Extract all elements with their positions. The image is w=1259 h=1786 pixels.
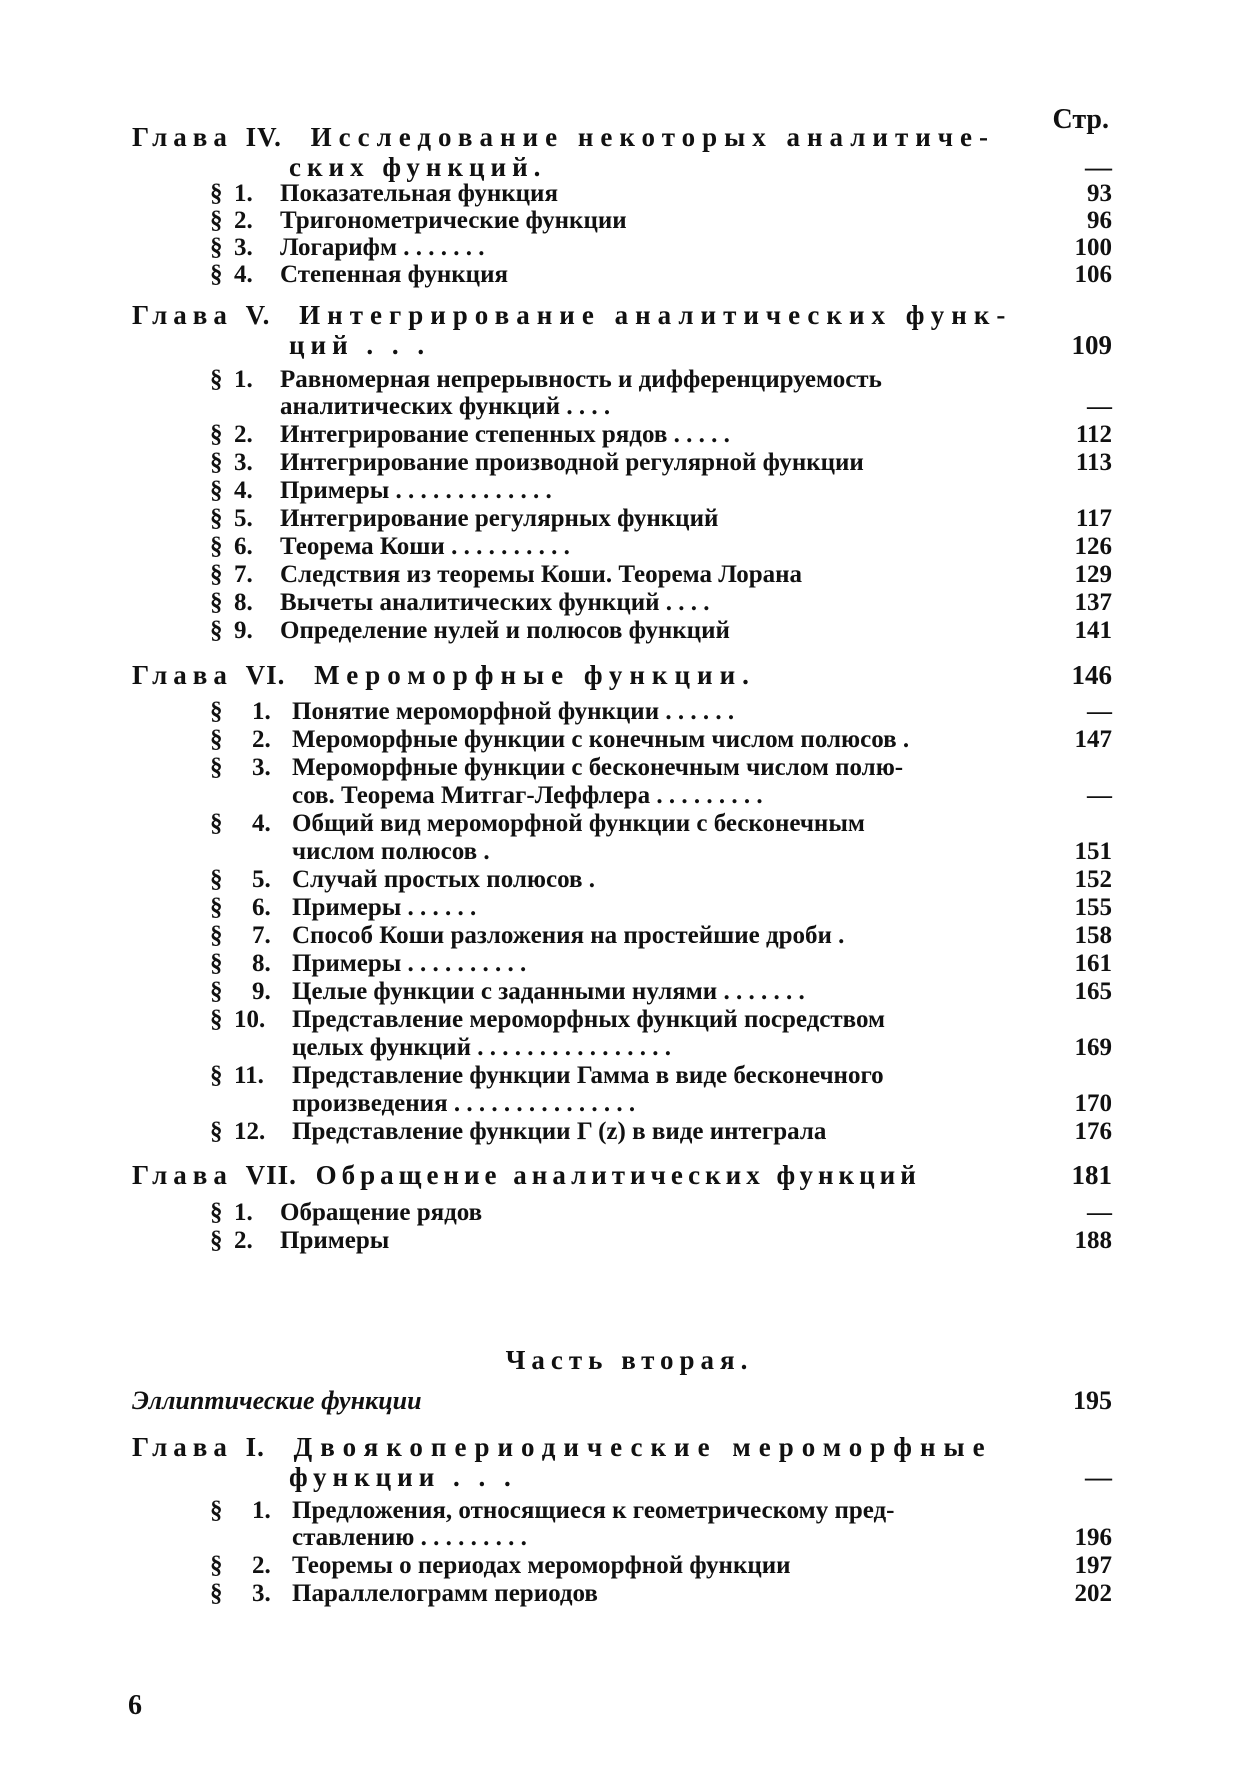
section-page: 106 — [1074, 261, 1112, 288]
section-page: 126 — [1074, 533, 1112, 560]
section-page: 96 — [1087, 207, 1112, 234]
section-page: 152 — [1074, 866, 1112, 893]
chapter-label: Глава — [132, 122, 233, 152]
chapter-title: Интегрирование аналитических функ- — [299, 300, 1013, 330]
section-page: 93 — [1087, 180, 1112, 207]
section-number: 2. — [252, 1552, 271, 1579]
section-number: 4. — [234, 261, 253, 288]
section-number: 9. — [252, 978, 271, 1005]
section-title: Следствия из теоремы Коши. Теорема Лорана — [280, 561, 803, 588]
section-title: Представление мероморфных функций посредством — [292, 1006, 886, 1033]
section-page: 158 — [1074, 922, 1112, 949]
section-page: 155 — [1074, 894, 1112, 921]
section-page: 117 — [1075, 505, 1112, 532]
section-title-cont: целых функций . . . . . . . . . . . . . . . . — [292, 1034, 671, 1061]
section-title: Интегрирование регулярных функций — [280, 505, 719, 532]
chapter-page: 181 — [1071, 1160, 1112, 1190]
section-number: 3. — [252, 754, 271, 781]
section-title-cont: ставлению . . . . . . . . . — [292, 1524, 527, 1551]
chapter-label: Глава — [132, 660, 233, 690]
section-title: Определение нулей и полюсов функций — [280, 617, 730, 644]
section-title: Логарифм . . . . . . . — [280, 234, 485, 261]
chapter-label: Глава — [132, 300, 233, 330]
chapter-title: Обращение аналитических функций — [315, 1160, 921, 1190]
toc-page: Стр. Глава IV. Исследование некоторых аналитиче- ских функций. — § 1. Показательная функция 93 § 2. Тригонометрические функции 96 § 3. Логарифм . . . . . . . 100 § 4. Степенная функция 106 Глава V. Интегрирование аналитических функ- ций . . . 109 § 1. Равномерная непрерывность и дифференцируемость аналитических функций . . . . — § 2. Интегрирование степенных рядов . . . . . 112 § 3. Интегрирование производной регулярной функции 113 § 4. Примеры . . . . . . . . . . . . . § 5. Интегрирование регулярных функций 117 § 6. Теорема Коши . . . . . . . . . . 126 § 7. Следствия из теоремы Коши. Теорема Лорана 129 § 8. Вычеты аналитических функций . . . . 137 § 9. Определение нулей и полюсов функций 141 Глава VI. Мероморфные функции. 146 § 1. Понятие мероморфной функции . . . . . . — § 2. Мероморфные функции с конечным числом полюсов . 147 § 3. Мероморфные функции с бесконечным числом полю- сов. Теорема Митгаг-Леффлера . . . . . . . . . — § 4. Общий вид мероморфной функции с бесконечным числом полюсов . 151 § 5. Случай простых полюсов . 152 § 6. Примеры . . . . . . 155 § 7. Способ Коши разложения на простейшие дроби . 158 § 8. Примеры . . . . . . . . . . 161 § 9. Целые функции с заданными нулями . . . . . . . 165 § 10. Представление мероморфных функций посредством целых функций . . . . . . . . . . . . . . . . 169 § 11. Представление функции Гамма в виде бесконечного произведения . . . . . . . . . . . . . . . 170 § 12. Представление функции Γ (z) в виде интеграла 176 Глава VII. Обращение аналитических функций 181 § 1. Обращение рядов — § 2. Примеры 188 Часть вторая. Эллиптические функции 195 Глава I. Двоякопериодические мероморфные функции . . . — § 1. Предложения, относящиеся к геометрическому пред- ставлению . . . . . . . . . 196 § 2. Теоремы о периодах мероморфной функции 197 § 3. Параллелограмм периодов 202 6 — [0, 0, 1259, 1786]
section-number: 5. — [234, 505, 253, 532]
section-title: Понятие мероморфной функции . . . . . . — [292, 698, 735, 725]
chapter-number: IV. — [245, 122, 282, 152]
section-number: 1. — [252, 1497, 271, 1524]
chapter-page: — — [1085, 152, 1112, 182]
chapter-title: Мероморфные функции. — [314, 660, 756, 690]
part-title: Часть вторая. — [505, 1345, 754, 1375]
section-title: Тригонометрические функции — [280, 207, 627, 234]
section-number: 8. — [234, 589, 253, 616]
section-number: 3. — [234, 234, 253, 261]
section-page: — — [1087, 782, 1112, 809]
section-number: 7. — [252, 922, 271, 949]
section-title: Представление функции Гамма в виде бесконечного — [292, 1062, 884, 1089]
section-number: 1. — [234, 180, 253, 207]
chapter-title-cont: ций . . . — [289, 330, 431, 360]
section-title: Равномерная непрерывность и дифференцируемость — [280, 366, 882, 393]
section-number: 11. — [234, 1062, 264, 1089]
chapter-number: I. — [245, 1432, 265, 1462]
chapter-page: 146 — [1071, 660, 1112, 690]
section-title: Способ Коши разложения на простейшие дроби . — [292, 922, 845, 949]
section-number: 4. — [234, 477, 253, 504]
section-page: 129 — [1074, 561, 1112, 588]
section-title-cont: числом полюсов . — [292, 838, 490, 865]
chapter-number: VII. — [245, 1160, 297, 1190]
section-title: Теорема Коши . . . . . . . . . . — [280, 533, 570, 560]
section-page: — — [1087, 1199, 1112, 1226]
page-number: 6 — [128, 1690, 142, 1721]
chapter-page: 109 — [1071, 330, 1112, 360]
section-number: 9. — [234, 617, 253, 644]
section-title-cont: аналитических функций . . . . — [280, 393, 611, 420]
chapter-title: Исследование некоторых аналитиче- — [310, 122, 995, 152]
section-title: Примеры . . . . . . . . . . . . . — [280, 477, 552, 504]
section-number: 1. — [234, 366, 253, 393]
section-page: 165 — [1074, 978, 1112, 1005]
section-page: 169 — [1074, 1034, 1112, 1061]
section-page: 161 — [1074, 950, 1112, 977]
section-number: 10. — [234, 1006, 266, 1033]
section-number: 3. — [234, 449, 253, 476]
section-number: 2. — [234, 207, 253, 234]
section-title: Предложения, относящиеся к геометрическому пред- — [292, 1497, 895, 1524]
part-subtitle-page: 195 — [1073, 1386, 1112, 1415]
page-column-header: Стр. — [1052, 104, 1109, 135]
section-number: 8. — [252, 950, 271, 977]
chapter-title: Двоякопериодические мероморфные — [293, 1432, 993, 1462]
section-title: Примеры — [280, 1227, 390, 1254]
section-page: 137 — [1074, 589, 1112, 616]
part-subtitle — [132, 1386, 1112, 1416]
section-page: 141 — [1074, 617, 1112, 644]
section-title: Показательная функция — [280, 180, 558, 207]
chapter-number: VI. — [245, 660, 286, 690]
section-title-cont: произведения . . . . . . . . . . . . . . . — [292, 1090, 636, 1117]
section-number: 2. — [234, 1227, 253, 1254]
section-title: Интегрирование степенных рядов . . . . . — [280, 421, 730, 448]
section-number: 4. — [252, 810, 271, 837]
section-title: Обращение рядов — [280, 1199, 483, 1226]
section-title-cont: сов. Теорема Митгаг-Леффлера . . . . . . . . . — [292, 782, 763, 809]
section-page: 176 — [1074, 1118, 1112, 1145]
section-title: Вычеты аналитических функций . . . . — [280, 589, 710, 616]
chapter-title-cont: ских функций. — [289, 152, 547, 182]
chapter-label: Глава — [132, 1432, 233, 1462]
section-page: 170 — [1074, 1090, 1112, 1117]
section-title: Интегрирование производной регулярной функции — [280, 449, 864, 476]
section-number: 12. — [234, 1118, 266, 1145]
section-page: — — [1087, 393, 1112, 420]
section-title: Мероморфные функции с бесконечным числом полю- — [292, 754, 904, 781]
chapter-title-cont: функции . . . — [289, 1462, 517, 1492]
section-title: Представление функции Γ (z) в виде интеграла — [292, 1118, 827, 1145]
section-title: Теоремы о периодах мероморфной функции — [292, 1552, 791, 1579]
section-number: 2. — [252, 726, 271, 753]
section-number: 2. — [234, 421, 253, 448]
chapter-label: Глава — [132, 1160, 233, 1190]
section-page: 147 — [1074, 726, 1112, 753]
part-subtitle-text: Эллиптические функции — [132, 1386, 422, 1415]
chapter-number: V. — [245, 300, 271, 330]
section-number: 7. — [234, 561, 253, 588]
section-page: 202 — [1074, 1580, 1112, 1607]
section-page: — — [1087, 698, 1112, 725]
section-number: 3. — [252, 1580, 271, 1607]
section-title: Примеры . . . . . . . . . . — [292, 950, 527, 977]
section-number: 6. — [252, 894, 271, 921]
section-title: Случай простых полюсов . — [292, 866, 595, 893]
section-page: 197 — [1074, 1552, 1112, 1579]
section-page: 112 — [1075, 421, 1112, 448]
section-number: 6. — [234, 533, 253, 560]
section-number: 1. — [234, 1199, 253, 1226]
chapter-page: — — [1085, 1462, 1112, 1492]
section-title: Общий вид мероморфной функции с бесконечным — [292, 810, 865, 837]
section-title: Мероморфные функции с конечным числом полюсов . — [292, 726, 910, 753]
section-title: Целые функции с заданными нулями . . . . . . . — [292, 978, 805, 1005]
section-page: 100 — [1074, 234, 1112, 261]
section-page: 113 — [1075, 449, 1112, 476]
section-title: Примеры . . . . . . — [292, 894, 477, 921]
section-page: 151 — [1074, 838, 1112, 865]
section-title: Степенная функция — [280, 261, 509, 288]
section-page: 196 — [1074, 1524, 1112, 1551]
section-number: 5. — [252, 866, 271, 893]
section-title: Параллелограмм периодов — [292, 1580, 598, 1607]
section-page: 188 — [1074, 1227, 1112, 1254]
section-number: 1. — [252, 698, 271, 725]
